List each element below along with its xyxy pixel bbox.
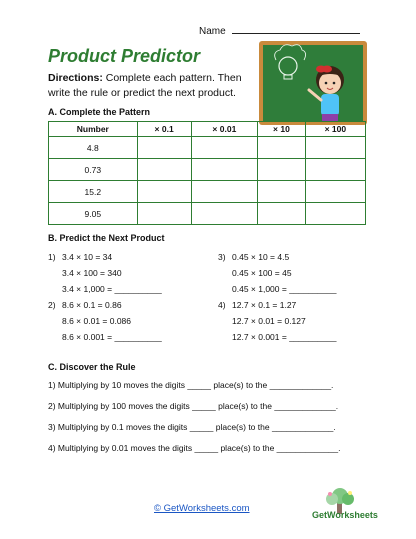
- name-line[interactable]: [232, 24, 360, 34]
- answer-cell[interactable]: [305, 203, 365, 225]
- section-b-heading: B. Predict the Next Product: [48, 233, 165, 243]
- answer-cell[interactable]: [258, 203, 306, 225]
- chalkboard-illustration: [258, 40, 368, 126]
- section-a-heading: A. Complete the Pattern: [48, 107, 151, 117]
- problem-line: 0.45 × 100 = 45: [232, 268, 292, 278]
- problem-line: 0.45 × 10 = 4.5: [232, 252, 290, 262]
- logo-text: GetWorksheets: [312, 510, 378, 520]
- problem-line[interactable]: 12.7 × 0.001 = __________: [232, 332, 337, 342]
- problem-line[interactable]: 3.4 × 1,000 = __________: [62, 284, 162, 294]
- answer-cell[interactable]: [191, 137, 258, 159]
- row-number: 0.73: [49, 159, 138, 181]
- problem-3: [218, 249, 336, 297]
- problem-2: [48, 297, 162, 345]
- problem-number: 1): [48, 252, 56, 262]
- answer-cell[interactable]: [258, 159, 306, 181]
- section-c-heading: C. Discover the Rule: [48, 362, 136, 372]
- page-title: Product Predictor: [48, 46, 201, 66]
- answer-cell[interactable]: [191, 181, 258, 203]
- tree-logo-icon: [308, 486, 374, 526]
- directions-text: Complete each pattern. Then write the rule or predict the next product.: [48, 72, 242, 99]
- directions: [48, 71, 254, 101]
- row-number: 15.2: [49, 181, 138, 203]
- problem-number: 2): [48, 300, 56, 310]
- answer-cell[interactable]: [305, 159, 365, 181]
- rule-item[interactable]: 4) Multiplying by 0.01 moves the digits _____ place(s) to the _____________.: [48, 443, 341, 453]
- problem-line[interactable]: 0.45 × 1,000 = __________: [232, 284, 337, 294]
- rule-item[interactable]: 1) Multiplying by 10 moves the digits _____ place(s) to the _____________.: [48, 380, 334, 390]
- child-face: [319, 72, 341, 94]
- name-field: [199, 24, 360, 37]
- problem-line[interactable]: 8.6 × 0.001 = __________: [62, 332, 162, 342]
- name-label: Name: [199, 26, 226, 37]
- col-header: × 0.1: [137, 122, 191, 137]
- table-row: [49, 181, 366, 203]
- problem-line: 12.7 × 0.1 = 1.27: [232, 300, 297, 310]
- rule-item[interactable]: 3) Multiplying by 0.1 moves the digits _____ place(s) to the _____________.: [48, 422, 336, 432]
- col-header: × 10: [258, 122, 306, 137]
- problem-1: [48, 249, 162, 297]
- col-header: Number: [49, 122, 138, 137]
- col-header: × 0.01: [191, 122, 258, 137]
- answer-cell[interactable]: [137, 181, 191, 203]
- answer-cell[interactable]: [258, 181, 306, 203]
- board-surface: [263, 45, 363, 121]
- child-shirt: [321, 94, 339, 116]
- answer-cell[interactable]: [137, 137, 191, 159]
- pattern-table: [48, 121, 366, 225]
- problem-4: [218, 297, 336, 345]
- table-row: [49, 203, 366, 225]
- answer-cell[interactable]: [191, 159, 258, 181]
- footer-link[interactable]: © GetWorksheets.com: [154, 503, 250, 514]
- directions-label: Directions:: [48, 72, 103, 84]
- problem-line: 12.7 × 0.01 = 0.127: [232, 316, 306, 326]
- problem-line: 8.6 × 0.1 = 0.86: [62, 300, 122, 310]
- answer-cell[interactable]: [305, 137, 365, 159]
- problem-line: 8.6 × 0.01 = 0.086: [62, 316, 132, 326]
- answer-cell[interactable]: [191, 203, 258, 225]
- problem-line: 3.4 × 100 = 340: [62, 268, 122, 278]
- table-header-row: [49, 122, 366, 137]
- row-number: 4.8: [49, 137, 138, 159]
- problem-number: 4): [218, 300, 226, 310]
- answer-cell[interactable]: [258, 137, 306, 159]
- answer-cell[interactable]: [305, 181, 365, 203]
- answer-cell[interactable]: [137, 159, 191, 181]
- answer-cell[interactable]: [137, 203, 191, 225]
- problem-line: 3.4 × 10 = 34: [62, 252, 113, 262]
- col-header: × 100: [305, 122, 365, 137]
- row-number: 9.05: [49, 203, 138, 225]
- problem-number: 3): [218, 252, 226, 262]
- table-row: [49, 137, 366, 159]
- table-row: [49, 159, 366, 181]
- rule-item[interactable]: 2) Multiplying by 100 moves the digits _____ place(s) to the _____________.: [48, 401, 339, 411]
